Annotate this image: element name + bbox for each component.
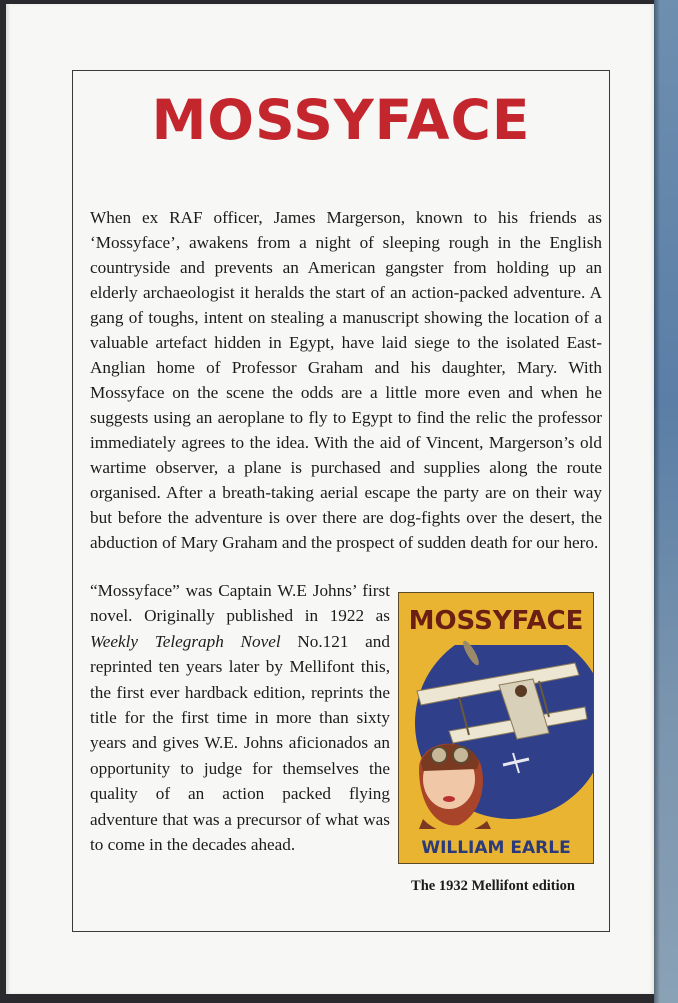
vintage-cover-illustration — [399, 593, 593, 863]
history-publication-title: Weekly Telegraph Novel — [90, 631, 281, 651]
book-title: MOSSYFACE — [151, 88, 531, 152]
history-text-part1: “Mossyface” was Captain W.E Johns’ first novel. Originally published in 1922 as — [90, 581, 390, 626]
spine-edge — [654, 0, 678, 1003]
inset-cover-image — [398, 592, 594, 864]
cover-fold-edge — [6, 4, 10, 994]
publication-history-paragraph — [90, 578, 390, 857]
inset-caption: The 1932 Mellifont edition — [411, 878, 575, 894]
inset-author-text: WILLIAM EARLE — [421, 838, 571, 858]
inset-title-text: MOSSYFACE — [408, 606, 584, 636]
synopsis-paragraph: When ex RAF officer, James Margerson, known to his friends as ‘Mossyface’, awakens from a night of sleeping rough in the English countryside and prevents an American gangster from holding up an elderly archaeologist it heralds the start of an action-packed adventure. A gang of toughs, intent on stealing a manuscript showing the location of a valuable artefact hidden in Egypt, have laid siege to the isolated East-Anglian home of Professor Graham and his daughter, Mary. With Mossyface on the scene the odds are a little more even and when he suggests using an aeroplane to fly to Egypt to find the relic the professor immediately agrees to the idea. With the aid of Vincent, Margerson’s old wartime observer, a plane is purchased and supplies along the route organised. After a breath-taking aerial escape the party are on their way but before the adventure is over there are dog-fights over the desert, the abduction of Mary Graham and the prospect of sudden death for our hero. — [90, 208, 602, 552]
history-text-part2: No.121 and reprinted ten years later by Mellifont this, the first ever hardback edition, reprints the title for the first time in more than sixty years and gives W.E. Johns aficionados an opportunity to judge for themselves the quality of an action packed flying adventure that was a precursor of what was to come in the decades ahead. — [90, 631, 390, 855]
